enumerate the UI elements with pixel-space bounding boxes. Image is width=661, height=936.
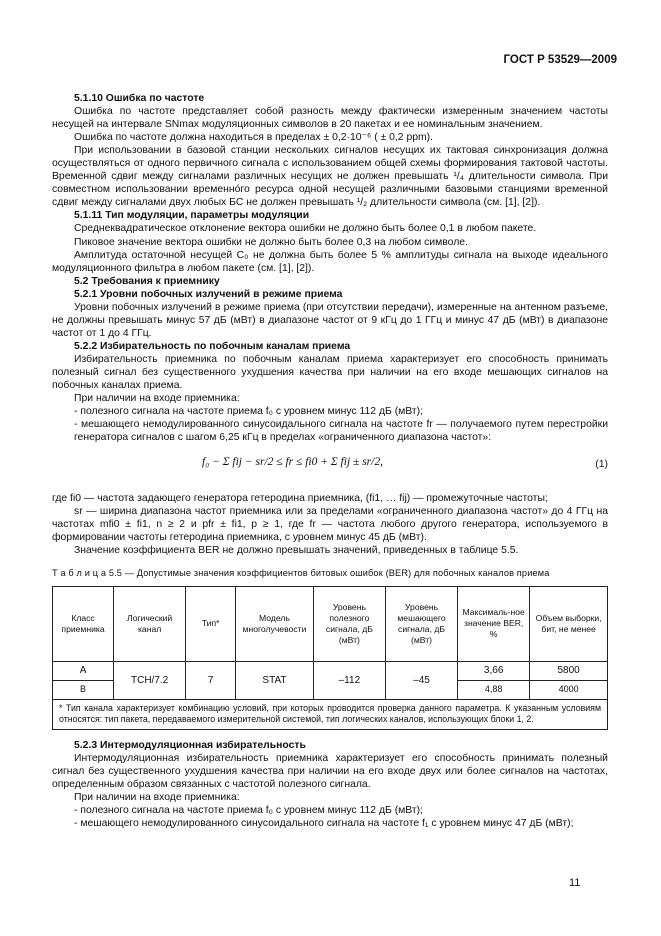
table-cell: 4,88 [458,680,530,699]
table-cell: –45 [385,661,457,699]
table-header-cell: Логический канал [114,586,186,661]
paragraph: Значение коэффициента BER не должно превышать значений, приведенных в таблице 5.5. [74,545,519,557]
table-caption: Т а б л и ц а 5.5 — Допустимые значения коэффициентов битовых ошибок (BER) для побочных каналов приема [52,567,550,578]
table-cell: 4000 [530,680,608,699]
table-header-row [53,586,608,661]
ber-table [52,586,608,730]
table-row [53,661,608,680]
section-5-1-10-title: 5.1.10 Ошибка по частоте [74,93,205,104]
formula-number: (1) [595,459,608,471]
table-header-cell: Объем выборки, бит, не менее [530,586,608,661]
table-cell: A [53,661,114,680]
section-5-2-title: 5.2 Требования к приемнику [74,275,220,287]
paragraph: Среднеквадратическое отклонение вектора ошибки не должно быть более 0,1 в любом пакете. [74,223,537,235]
table-header-cell: Уровень полезного сигнала, дБ (мВт) [313,586,385,661]
standard-header: ГОСТ Р 53529—2009 [503,54,617,66]
formula-expression: f₀ − Σ fij − sr/2 ≤ fr ≤ fi0 + Σ fij ± sr/2, [202,456,383,469]
table-cell: 3,66 [458,661,530,680]
table-cell: B [53,680,114,699]
table-header-cell: Модель многолучевости [236,586,314,661]
table-cell: STAT [236,661,314,699]
table-cell: 5800 [530,661,608,680]
paragraph: При использовании в базовой станции нескольких сигналов несущих их тактовая синхронизация должна осуществляться от одного первичного сигнала с использованием общей схемы формирования тактовой частоты. Временной сдвиг между сигналами различных несущих не должен превышать ¹/₄ длительности символа. При совместном использовании временно́го ресурса одной несущей различными базовыми станциями временной сдвиг между сигналами двух любых БС не должен превышать ¹/₂ длительности символа (см. [1], [2]). [52,145,608,209]
table-header-cell: Максималь-ное значение BER, % [458,586,530,661]
table-header-cell: Уровень мешающего сигнала, дБ (мВт) [385,586,457,661]
table-header-cell: Тип* [186,586,236,661]
list-item: - полезного сигнала на частоте приема f₀ с уровнем минус 112 дБ (мВт); [74,406,424,418]
list-item: - полезного сигнала на частоте приема f₀ с уровнем минус 112 дБ (мВт); [74,804,424,816]
paragraph: Уровни побочных излучений в режиме приема (при отсутствии передачи), измеренные на антенном разъеме, не должны превышать минус 57 дБ (мВт) в диапазоне частот от 9 кГц до 1 ГГц и минус 47 дБ (мВт) в диапазоне частот от 1 до 4 ГГц. [52,301,608,339]
paragraph: где fi0 — частота задающего генератора гетеродина приемника, (fi1, … fij) — промежуточные частоты; [52,493,548,505]
list-item: - мешающего немодулированного синусоидального сигнала на частоте f₁ с уровнем минус 47 дБ (мВт); [74,817,574,829]
paragraph: Амплитуда остаточной несущей C₀ не должна быть более 5 % амплитуды сигнала на выходе идеального модуляционного фильтра в любом пакете (см. [1], [2]). [52,249,608,274]
paragraph: Избирательность приемника по побочным каналам приема характеризует его способность принимать полезный сигнал без существенного ухудшения качества при наличии на его входе мешающих сигналов на побочных каналах приема. [52,353,608,392]
section-5-2-1-title: 5.2.1 Уровни побочных излучений в режиме приема [74,288,343,300]
table-footnote-row [53,699,608,729]
paragraph: Интермодуляционная избирательность приемника характеризует его способность принимать полезный сигнал без существенного ухудшения качества при наличии на его входе двух или более сигналов на частотах, определенным образом связанных с частотой полезного сигнала. [52,752,608,790]
table-footnote: * Тип канала характеризует комбинацию условий, при которых проводится проверка данного параметра. К указанным условиям относятся: тип пакета, передаваемого измерительной системой, тип логических каналов, использующих блоки 1, 2. [53,699,608,729]
section-5-1-11-title: 5.1.11 Тип модуляции, параметры модуляции [74,210,310,222]
page-number: 11 [569,877,581,889]
paragraph: При наличии на входе приемника: [74,791,240,803]
formula-1 [52,448,608,488]
section-5-2-3-title: 5.2.3 Интермодуляционная избирательность [74,739,306,751]
paragraph: sr — ширина диапазона частот приемника или за пределами «ограниченного диапазона частот» до 4 ГГц на частотах mfi0 ± fi1, n ≥ 2 и pfr ± fi1, p ≥ 1, где fr — частота любого другого генератора, используемого в формировании частоты гетеродина приемника, с уровнем минус 45 дБ (мВт). [52,506,608,544]
table-cell: 7 [186,661,236,699]
paragraph: При наличии на входе приемника: [74,393,240,405]
paragraph: Ошибка по частоте представляет собой разность между фактически измеренным значением частоты несущей на интервале SNmax модуляционных символов в 20 пакетах и ее номинальным значением. [52,106,608,131]
table-header-cell: Класс приемника [53,586,114,661]
table-cell: TCH/7.2 [114,661,186,699]
paragraph: Пиковое значение вектора ошибки не должно быть более 0,3 на любом символе. [74,236,468,248]
paragraph: Ошибка по частоте должна находиться в пределах ± 0,2·10⁻⁶ ( ± 0,2 ppm). [74,132,434,144]
list-item: - мешающего немодулированного синусоидального сигнала на частоте fr — получаемого путем перестройки генератора сигналов с шагом 6,25 кГц в пределах «ограниченного диапазона частот»: [74,419,608,444]
document-body [52,92,608,830]
table-cell: –112 [313,661,385,699]
section-5-2-2-title: 5.2.2 Избирательность по побочным каналам приема [74,340,351,352]
